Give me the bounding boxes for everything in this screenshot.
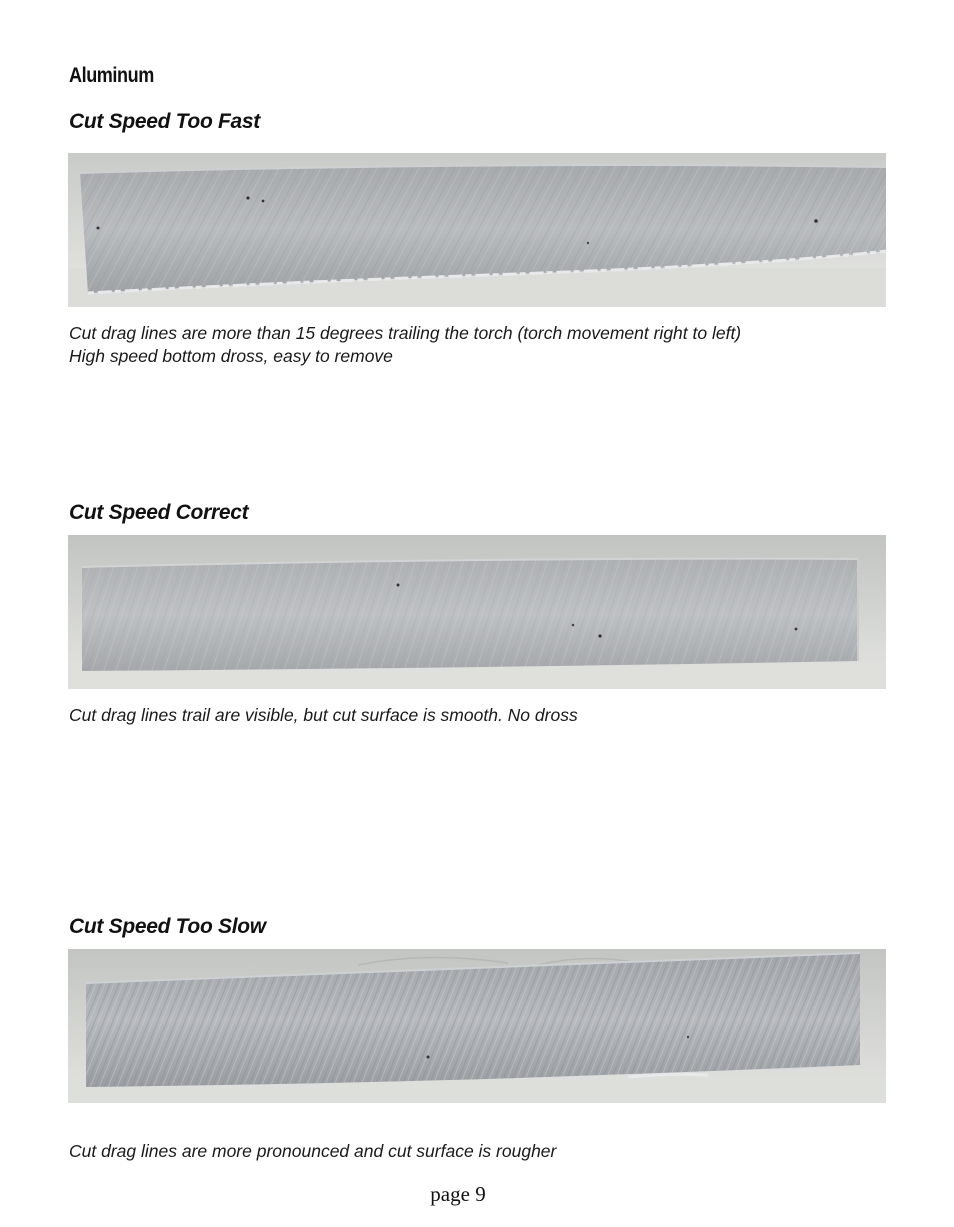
photo-cut-too-slow (68, 949, 886, 1103)
page-number: page 9 (430, 1182, 486, 1206)
heading-too-slow: Cut Speed Too Slow (69, 915, 266, 938)
caption-line: Cut drag lines are more pronounced and cut surface is rougher (69, 1141, 557, 1161)
caption-line: High speed bottom dross, easy to remove (69, 346, 393, 366)
photo-cut-correct (68, 535, 886, 689)
photo-cut-too-fast (68, 153, 886, 307)
caption-line: Cut drag lines are more than 15 degrees trailing the torch (torch movement right to left) (69, 323, 742, 343)
caption-too-slow (69, 1140, 556, 1163)
caption-line: Cut drag lines trail are visible, but cut surface is smooth. No dross (69, 705, 578, 725)
caption-correct (69, 704, 578, 727)
caption-too-fast (69, 322, 741, 368)
heading-correct: Cut Speed Correct (69, 501, 249, 524)
section-title: Aluminum (69, 64, 154, 87)
heading-too-fast: Cut Speed Too Fast (69, 110, 260, 133)
